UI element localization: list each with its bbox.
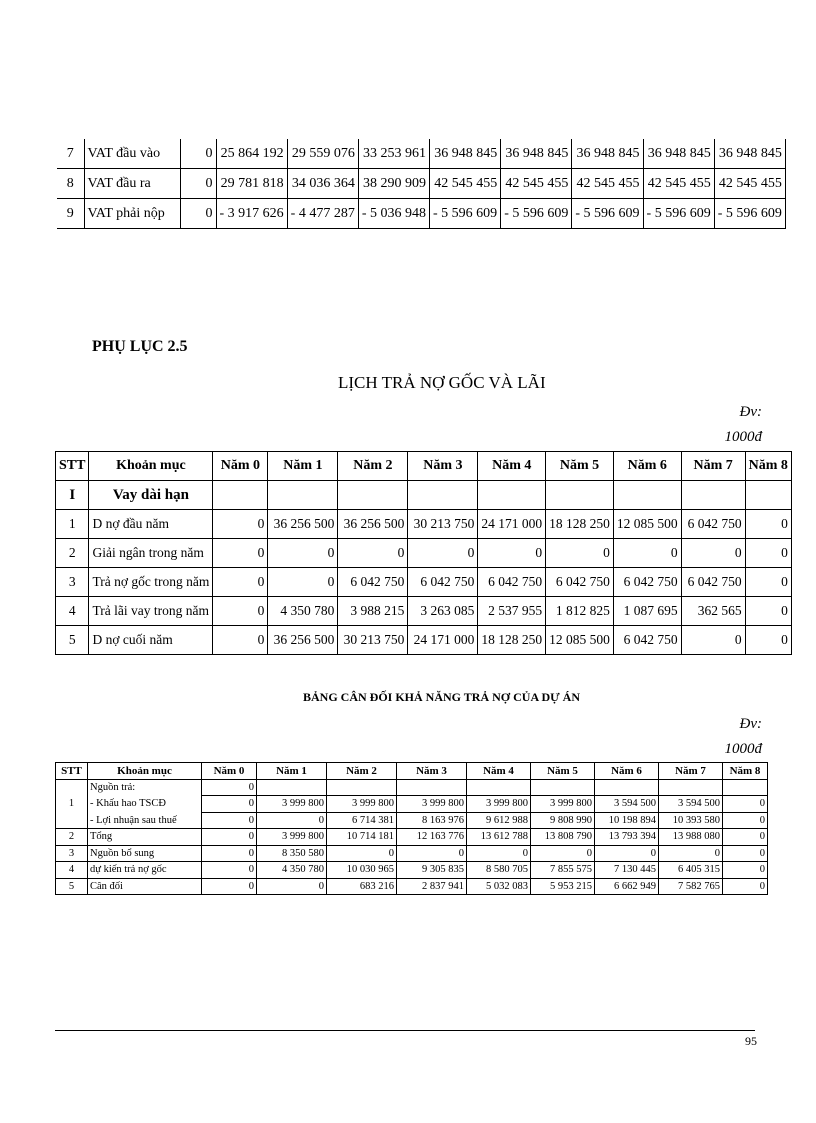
empty-cell: [745, 481, 791, 510]
empty-cell: [408, 481, 478, 510]
balance-header-row: [56, 763, 768, 780]
value-cell: 0: [478, 539, 546, 568]
column-header: Năm 4: [467, 763, 531, 780]
value-cell: 36 948 845: [430, 139, 501, 169]
value-cell: 0: [202, 878, 257, 895]
value-cell: 5 953 215: [531, 878, 595, 895]
value-cell: 36 256 500: [338, 510, 408, 539]
column-header: STT: [56, 452, 89, 481]
column-header: Năm 2: [338, 452, 408, 481]
value-cell: 6 042 750: [338, 568, 408, 597]
empty-cell: [338, 481, 408, 510]
value-cell: [595, 779, 659, 796]
value-cell: 0: [681, 626, 745, 655]
value-cell: 9 808 990: [531, 812, 595, 829]
page-number: 95: [745, 1034, 757, 1048]
section-number: I: [56, 481, 89, 510]
value-cell: [659, 779, 723, 796]
value-cell: 36 256 500: [268, 510, 338, 539]
row-label: D nợ đầu năm: [89, 510, 213, 539]
row-number: 3: [56, 568, 89, 597]
vat-table-body: [57, 139, 785, 229]
table-row: [56, 779, 768, 796]
column-header: Năm 3: [408, 452, 478, 481]
unit-value: 1000đ: [724, 429, 762, 445]
row-number: 7: [57, 139, 84, 169]
value-cell: 24 171 000: [478, 510, 546, 539]
column-header: Năm 2: [327, 763, 397, 780]
table-row: [56, 878, 768, 895]
value-cell: - 5 596 609: [501, 199, 572, 229]
value-cell: 0: [659, 845, 723, 862]
value-cell: 0: [338, 539, 408, 568]
value-cell: 9 305 835: [397, 862, 467, 879]
value-cell: - 5 596 609: [714, 199, 785, 229]
value-cell: 1 087 695: [613, 597, 681, 626]
value-cell: 0: [546, 539, 614, 568]
value-cell: [531, 779, 595, 796]
value-cell: 0: [327, 845, 397, 862]
value-cell: 3 999 800: [467, 796, 531, 813]
table-row: [56, 796, 768, 813]
row-label: dự kiến trả nợ gốc: [88, 862, 202, 879]
value-cell: 0: [202, 829, 257, 846]
value-cell: 42 545 455: [501, 169, 572, 199]
value-cell: 13 793 394: [595, 829, 659, 846]
row-label: Giải ngân trong năm: [89, 539, 213, 568]
table-row: [56, 829, 768, 846]
value-cell: 8 163 976: [397, 812, 467, 829]
table-row: [56, 539, 792, 568]
value-cell: 18 128 250: [546, 510, 614, 539]
value-cell: [257, 779, 327, 796]
value-cell: 0: [202, 845, 257, 862]
value-cell: [397, 779, 467, 796]
value-cell: 0: [723, 829, 768, 846]
empty-cell: [213, 481, 268, 510]
value-cell: 0: [268, 539, 338, 568]
value-cell: 2 837 941: [397, 878, 467, 895]
value-cell: 6 042 750: [613, 568, 681, 597]
value-cell: 362 565: [681, 597, 745, 626]
row-label: - Lợi nhuận sau thuế: [88, 812, 202, 829]
value-cell: 13 612 788: [467, 829, 531, 846]
value-cell: 6 042 750: [681, 568, 745, 597]
row-number: 2: [56, 539, 89, 568]
value-cell: 0: [408, 539, 478, 568]
value-cell: 12 085 500: [546, 626, 614, 655]
column-header: Năm 4: [478, 452, 546, 481]
value-cell: 0: [531, 845, 595, 862]
value-cell: 12 085 500: [613, 510, 681, 539]
row-number: 4: [56, 597, 89, 626]
value-cell: - 5 596 609: [643, 199, 714, 229]
value-cell: 3 999 800: [531, 796, 595, 813]
value-cell: 0: [681, 539, 745, 568]
value-cell: 0: [213, 539, 268, 568]
value-cell: 0: [723, 862, 768, 879]
unit-note-loan: [702, 400, 762, 450]
value-cell: 0: [467, 845, 531, 862]
value-cell: 13 988 080: [659, 829, 723, 846]
table-row: [57, 139, 785, 169]
unit-note-balance: [702, 712, 762, 762]
value-cell: 0: [202, 862, 257, 879]
loan-table-body: [56, 481, 792, 655]
value-cell: 10 030 965: [327, 862, 397, 879]
value-cell: 8 580 705: [467, 862, 531, 879]
row-number: 3: [56, 845, 88, 862]
value-cell: - 5 036 948: [358, 199, 429, 229]
row-label: Trả nợ gốc trong năm: [89, 568, 213, 597]
value-cell: 34 036 364: [287, 169, 358, 199]
empty-cell: [546, 481, 614, 510]
value-cell: - 5 596 609: [572, 199, 643, 229]
value-cell: 36 256 500: [268, 626, 338, 655]
column-header: Khoản mục: [88, 763, 202, 780]
table-row: [56, 845, 768, 862]
column-header: Năm 7: [681, 452, 745, 481]
value-cell: 24 171 000: [408, 626, 478, 655]
unit-label: Đv:: [739, 404, 762, 420]
loan-schedule-table: [55, 451, 792, 655]
row-number: 8: [57, 169, 84, 199]
value-cell: 30 213 750: [338, 626, 408, 655]
value-cell: 12 163 776: [397, 829, 467, 846]
value-cell: 3 999 800: [257, 796, 327, 813]
balance-table-body: [56, 779, 768, 895]
column-header: Năm 5: [546, 452, 614, 481]
row-number: 1: [56, 510, 89, 539]
column-header: Năm 1: [268, 452, 338, 481]
table-row: [57, 169, 785, 199]
value-cell: 36 948 845: [501, 139, 572, 169]
value-cell: 9 612 988: [467, 812, 531, 829]
table-row: [56, 510, 792, 539]
value-cell: 7 855 575: [531, 862, 595, 879]
value-cell: 0: [745, 626, 791, 655]
table-row: [57, 199, 785, 229]
table-row: [56, 626, 792, 655]
value-cell: 1 812 825: [546, 597, 614, 626]
value-cell: 29 559 076: [287, 139, 358, 169]
value-cell: 0: [613, 539, 681, 568]
balance-table: [55, 762, 768, 895]
value-cell: 0: [202, 796, 257, 813]
table-row: [56, 862, 768, 879]
value-cell: 42 545 455: [430, 169, 501, 199]
value-cell: [467, 779, 531, 796]
balance-title: BẢNG CÂN ĐỐI KHẢ NĂNG TRẢ NỢ CỦA DỰ ÁN: [303, 690, 581, 704]
loan-schedule-title: LỊCH TRẢ NỢ GỐC VÀ LÃI: [338, 373, 546, 392]
value-cell: 0: [268, 568, 338, 597]
value-cell: 29 781 818: [216, 169, 287, 199]
value-cell: 683 216: [327, 878, 397, 895]
value-cell: 0: [723, 812, 768, 829]
value-cell: 6 405 315: [659, 862, 723, 879]
column-header: Năm 0: [213, 452, 268, 481]
row-number: 1: [56, 779, 88, 829]
value-cell: 42 545 455: [643, 169, 714, 199]
value-cell: 5 032 083: [467, 878, 531, 895]
value-cell: 0: [723, 796, 768, 813]
value-cell: - 3 917 626: [216, 199, 287, 229]
value-cell: - 5 596 609: [430, 199, 501, 229]
value-cell: 0: [257, 878, 327, 895]
value-cell: 0: [213, 568, 268, 597]
empty-cell: [681, 481, 745, 510]
row-label: Trả lãi vay trong năm: [89, 597, 213, 626]
value-cell: 0: [595, 845, 659, 862]
value-cell: 6 662 949: [595, 878, 659, 895]
value-cell: 6 042 750: [408, 568, 478, 597]
column-header: Năm 7: [659, 763, 723, 780]
value-cell: 42 545 455: [572, 169, 643, 199]
value-cell: 0: [180, 169, 216, 199]
value-cell: 3 594 500: [595, 796, 659, 813]
value-cell: 0: [202, 779, 257, 796]
value-cell: [723, 779, 768, 796]
value-cell: 8 350 580: [257, 845, 327, 862]
row-number: 5: [56, 878, 88, 895]
value-cell: 3 263 085: [408, 597, 478, 626]
value-cell: 0: [257, 812, 327, 829]
value-cell: 36 948 845: [643, 139, 714, 169]
value-cell: 25 864 192: [216, 139, 287, 169]
value-cell: 10 198 894: [595, 812, 659, 829]
value-cell: 0: [723, 878, 768, 895]
value-cell: 0: [745, 568, 791, 597]
value-cell: 3 999 800: [327, 796, 397, 813]
table-row: [56, 597, 792, 626]
unit-value: 1000đ: [724, 741, 762, 757]
row-label: Tổng: [88, 829, 202, 846]
row-label: VAT đầu vào: [84, 139, 180, 169]
value-cell: 0: [745, 539, 791, 568]
row-label: VAT phải nộp: [84, 199, 180, 229]
value-cell: 6 042 750: [478, 568, 546, 597]
value-cell: 36 948 845: [572, 139, 643, 169]
value-cell: 0: [723, 845, 768, 862]
footer-rule: [55, 1030, 755, 1031]
row-label: - Khấu hao TSCĐ: [88, 796, 202, 813]
value-cell: 36 948 845: [714, 139, 785, 169]
column-header: Năm 8: [745, 452, 791, 481]
value-cell: 3 594 500: [659, 796, 723, 813]
row-number: 9: [57, 199, 84, 229]
row-label: VAT đầu ra: [84, 169, 180, 199]
value-cell: 7 130 445: [595, 862, 659, 879]
value-cell: 42 545 455: [714, 169, 785, 199]
value-cell: 0: [202, 812, 257, 829]
row-label: D nợ cuối năm: [89, 626, 213, 655]
value-cell: 0: [397, 845, 467, 862]
column-header: Năm 1: [257, 763, 327, 780]
column-header: Năm 5: [531, 763, 595, 780]
value-cell: 3 988 215: [338, 597, 408, 626]
value-cell: 38 290 909: [358, 169, 429, 199]
value-cell: 6 042 750: [546, 568, 614, 597]
value-cell: 4 350 780: [257, 862, 327, 879]
value-cell: 3 999 800: [397, 796, 467, 813]
empty-cell: [268, 481, 338, 510]
value-cell: 0: [213, 597, 268, 626]
column-header: Năm 0: [202, 763, 257, 780]
unit-label: Đv:: [739, 716, 762, 732]
value-cell: 6 714 381: [327, 812, 397, 829]
row-label: Nguồn bổ sung: [88, 845, 202, 862]
row-label: Cân đối: [88, 878, 202, 895]
section-row: [56, 481, 792, 510]
column-header: Khoản mục: [89, 452, 213, 481]
row-label: Nguồn trả:: [88, 779, 202, 796]
empty-cell: [478, 481, 546, 510]
loan-header-row: [56, 452, 792, 481]
value-cell: 2 537 955: [478, 597, 546, 626]
value-cell: 30 213 750: [408, 510, 478, 539]
column-header: STT: [56, 763, 88, 780]
value-cell: 33 253 961: [358, 139, 429, 169]
column-header: Năm 6: [613, 452, 681, 481]
value-cell: 0: [745, 597, 791, 626]
column-header: Năm 3: [397, 763, 467, 780]
value-cell: 0: [213, 626, 268, 655]
value-cell: 13 808 790: [531, 829, 595, 846]
value-cell: 6 042 750: [681, 510, 745, 539]
row-number: 5: [56, 626, 89, 655]
value-cell: 10 393 580: [659, 812, 723, 829]
value-cell: 7 582 765: [659, 878, 723, 895]
value-cell: - 4 477 287: [287, 199, 358, 229]
section-label: Vay dài hạn: [89, 481, 213, 510]
value-cell: 0: [180, 199, 216, 229]
row-number: 4: [56, 862, 88, 879]
value-cell: [327, 779, 397, 796]
empty-cell: [613, 481, 681, 510]
value-cell: 0: [745, 510, 791, 539]
value-cell: 10 714 181: [327, 829, 397, 846]
value-cell: 0: [213, 510, 268, 539]
column-header: Năm 6: [595, 763, 659, 780]
value-cell: 0: [180, 139, 216, 169]
column-header: Năm 8: [723, 763, 768, 780]
value-cell: 3 999 800: [257, 829, 327, 846]
value-cell: 18 128 250: [478, 626, 546, 655]
table-row: [56, 812, 768, 829]
table-row: [56, 568, 792, 597]
row-number: 2: [56, 829, 88, 846]
vat-table: [57, 139, 786, 229]
value-cell: 6 042 750: [613, 626, 681, 655]
value-cell: 4 350 780: [268, 597, 338, 626]
appendix-title: PHỤ LỤC 2.5: [92, 338, 188, 355]
